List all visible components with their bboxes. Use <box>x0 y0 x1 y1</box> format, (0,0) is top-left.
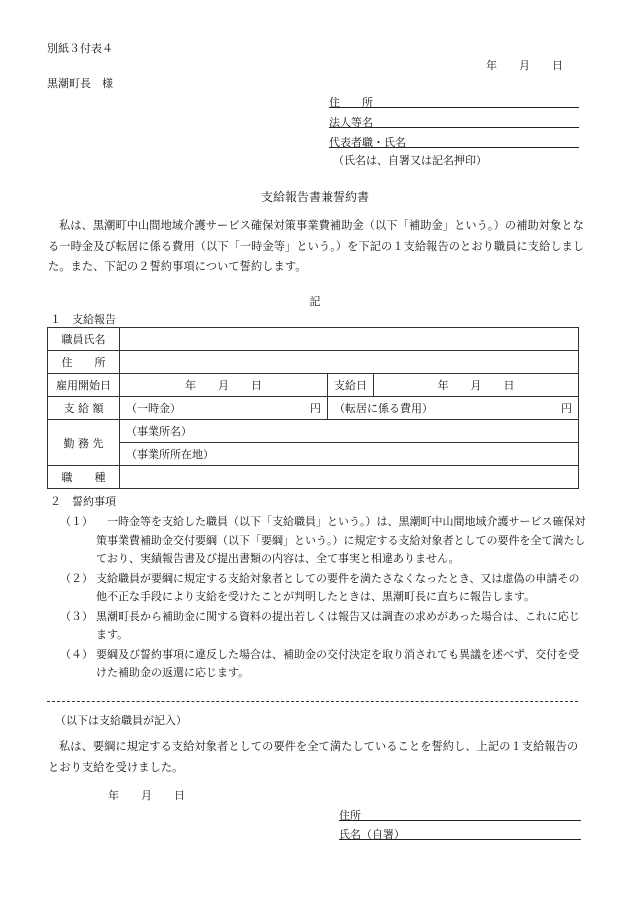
ki-marker: 記 <box>309 295 321 308</box>
oath-number: （４） <box>60 647 93 661</box>
document-title: 支給報告書兼誓約書 <box>260 190 369 204</box>
dashed-divider <box>47 701 578 702</box>
job-type-cell[interactable] <box>120 466 579 489</box>
report-table <box>47 327 579 489</box>
header-date: 年 月 日 <box>486 59 563 72</box>
employee-section-note: （以下は支給職員が記入） <box>55 714 187 727</box>
office-name-cell[interactable]: （事業所名） <box>120 420 579 443</box>
employee-name-line[interactable] <box>339 839 581 840</box>
applicant-rep-label: 代表者職・氏名 <box>329 136 406 149</box>
oath-text: 支給職員が要綱に規定する支給対象者としての要件を満たさなくなったとき、又は虚偽の申請その他不正な手段により支給を受けたことが判明したときは、黒潮町長に直ちに報告します。 <box>96 571 580 603</box>
table-row <box>48 328 579 351</box>
applicant-address-label: 住 所 <box>329 96 373 109</box>
lump-sum-cell[interactable] <box>120 397 328 420</box>
employee-address-line[interactable] <box>339 820 581 821</box>
hire-date-label: 雇用開始日 <box>48 374 120 397</box>
applicant-rep-line[interactable] <box>329 147 579 148</box>
oath-text: 要綱及び誓約事項に違反した場合は、補助金の交付決定を取り消されても異議を述べず、交付を受けた補助金の返還に応じます。 <box>96 647 580 679</box>
amount-label: 支 給 額 <box>48 397 120 420</box>
employee-name-label: 職員氏名 <box>48 328 120 351</box>
table-row <box>48 374 579 397</box>
relocation-label: （転居に係る費用） <box>334 402 433 415</box>
table-row <box>48 466 579 489</box>
applicant-corp-label: 法人等名 <box>329 116 373 129</box>
employee-statement: 私は、要綱に規定する支給対象者としての要件を全て満たしていることを誓約し、上記の１支給報告のとおり支給を受けました。 <box>48 740 579 774</box>
pay-date-cell[interactable]: 年 月 日 <box>374 374 579 397</box>
workplace-label: 勤 務 先 <box>48 420 120 466</box>
oath-text: 一時金等を支給した職員（以下「支給職員」という。）は、黒潮町中山間地域介護サービス確保対策事業費補助金交付要綱（以下「要綱」という。）に規定する支給対象者としての要件を全て満たしており、実績報告書及び提出書類の内容は、全て事実と相違ありません。 <box>96 515 586 565</box>
table-row <box>48 443 579 466</box>
yen-unit-1: 円 <box>310 402 321 415</box>
oath-text: 黒潮町長から補助金に関する資料の提出若しくは報告又は調査の求めがあった場合は、これに応じます。 <box>96 609 580 641</box>
employee-address-label: 住所 <box>339 809 361 822</box>
employee-name-cell[interactable] <box>120 328 579 351</box>
oath-number: （３） <box>60 609 93 623</box>
address-label: 住 所 <box>48 351 120 374</box>
section1-heading: １ 支給報告 <box>50 313 116 326</box>
form-id: 別紙３付表４ <box>47 42 113 55</box>
addressee: 黒潮町長 様 <box>47 77 113 90</box>
oath-list <box>60 513 588 684</box>
pay-date-label: 支給日 <box>328 374 374 397</box>
list-item <box>60 513 588 569</box>
table-row <box>48 397 579 420</box>
signature-note: （氏名は、自署又は記名押印） <box>333 154 487 167</box>
table-row <box>48 420 579 443</box>
hire-date-cell[interactable]: 年 月 日 <box>120 374 328 397</box>
table-row <box>48 351 579 374</box>
relocation-cell[interactable] <box>328 397 579 420</box>
applicant-address-line[interactable] <box>329 107 579 108</box>
section2-heading: ２ 誓約事項 <box>50 495 116 508</box>
oath-number: （１） <box>60 515 93 528</box>
employee-name-label: 氏名（自署） <box>339 828 405 841</box>
job-type-label: 職 種 <box>48 466 120 489</box>
oath-number: （２） <box>60 571 93 585</box>
office-location-cell[interactable]: （事業所所在地） <box>120 443 579 466</box>
applicant-corp-line[interactable] <box>329 127 579 128</box>
address-cell[interactable] <box>120 351 579 374</box>
lump-sum-label: （一時金） <box>126 402 181 415</box>
yen-unit-2: 円 <box>561 402 573 415</box>
list-item <box>60 608 588 645</box>
list-item <box>60 570 588 607</box>
list-item <box>60 646 588 683</box>
employee-date[interactable]: 年 月 日 <box>108 789 185 802</box>
intro-paragraph: 私は、黒潮町中山間地域介護サービス確保対策事業費補助金（以下「補助金」という。）の補助対象となる一時金及び転居に係る費用（以下「一時金等」という。）を下記の１支給報告のとおり職員に支給しました。また、下記の２誓約事項について誓約します。 <box>48 219 585 273</box>
